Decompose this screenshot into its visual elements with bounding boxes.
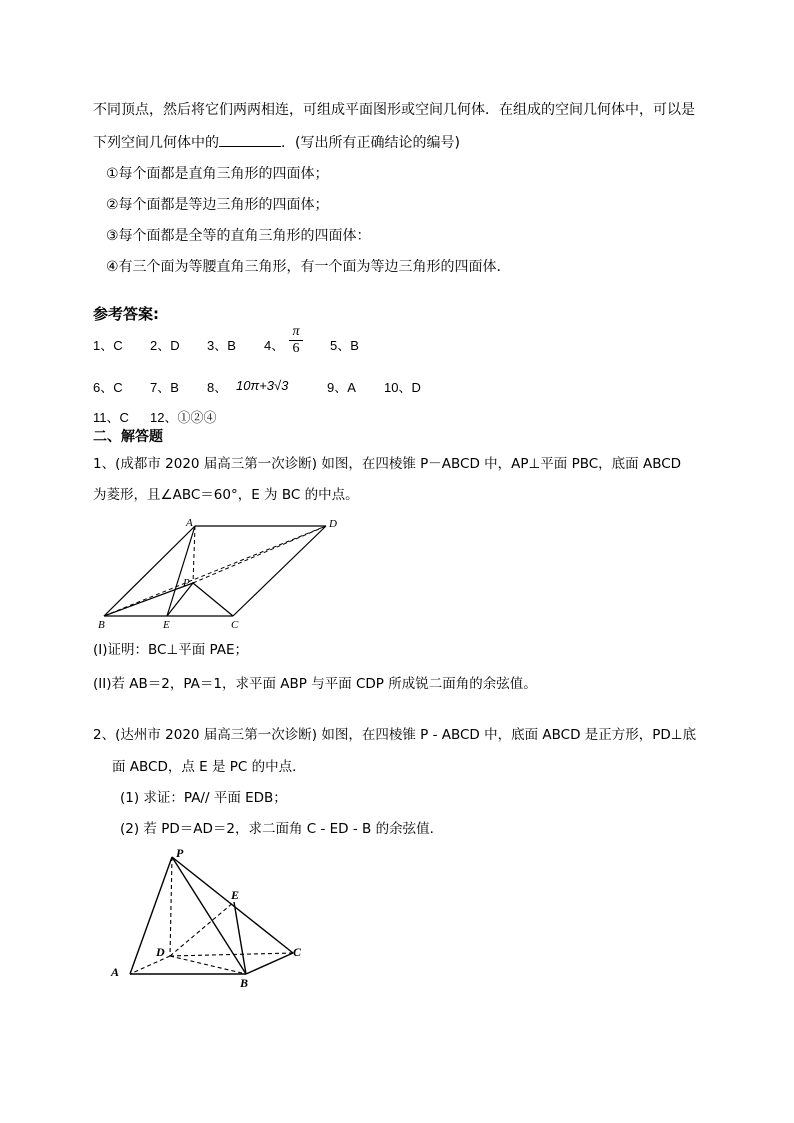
question-line-1: 不同顶点，然后将它们两两相连，可组成平面图形或空间几何体．在组成的空间几何体中，可以是 xyxy=(93,102,695,118)
answer-10: 10、D xyxy=(384,380,421,395)
option-3: ③每个面都是全等的直角三角形的四面体： xyxy=(106,228,371,244)
edge-PD xyxy=(170,857,172,956)
answer-1: 1、C xyxy=(93,338,123,353)
problem-2-line-1: 2、(达州市 2020 届高三第一次诊断) 如图，在四棱锥 P - ABCD 中，底面 ABCD 是正方形，PD⊥底 xyxy=(93,727,697,743)
answer-7: 7、B xyxy=(150,380,179,395)
problem-2-part-2: (2) 若 PD＝AD＝2，求二面角 C - ED - B 的余弦值． xyxy=(120,821,444,837)
edge-PA xyxy=(130,857,172,974)
label-E: E xyxy=(163,619,170,630)
option-1: ①每个面都是直角三角形的四面体； xyxy=(106,166,329,182)
answer-2: 2、D xyxy=(150,338,180,353)
label-A2: A xyxy=(111,965,120,979)
problem-1-figure xyxy=(90,510,350,630)
edge-PB xyxy=(172,857,246,974)
answer-blank xyxy=(219,132,281,147)
label-B: B xyxy=(98,619,105,630)
label-C2: C xyxy=(293,945,302,959)
edge-DC xyxy=(233,526,326,616)
answer-9: 9、A xyxy=(327,380,356,395)
question-line-2 xyxy=(93,132,460,153)
answer-8-label: 8、 xyxy=(207,380,228,395)
edge-BD xyxy=(104,526,326,616)
problem-2-line-2: 面 ABCD，点 E 是 PC 的中点． xyxy=(112,759,306,775)
option-4: ④有三个面为等腰直角三角形，有一个面为等边三角形的四面体． xyxy=(106,259,511,275)
problem-2-figure xyxy=(108,843,318,993)
label-D: D xyxy=(329,518,337,530)
answer-4-label: 4、 xyxy=(264,338,285,353)
edge-PC xyxy=(172,857,293,953)
answers-heading: 参考答案: xyxy=(93,305,159,323)
answer-4-fraction xyxy=(287,324,305,357)
pyramid-dashed-edges xyxy=(104,526,326,616)
problem-1-line-1: 1、(成都市 2020 届高三第一次诊断) 如图，在四棱锥 P－ABCD 中，AP⊥平面 PBC，底面 ABCD xyxy=(93,456,682,472)
edge-DE xyxy=(170,902,234,956)
question-line-2-prefix: 下列空间几何体中的 xyxy=(93,135,219,151)
edge-BC xyxy=(246,953,293,974)
edge-AP xyxy=(193,526,195,583)
label-E2: E xyxy=(231,888,240,902)
answer-3: 3、B xyxy=(207,338,236,353)
pyramid-2-dashed-edges xyxy=(130,857,293,974)
option-2: ②每个面都是等边三角形的四面体； xyxy=(106,197,329,213)
section-heading: 二、解答题 xyxy=(93,429,163,445)
label-D2: D xyxy=(156,945,165,959)
label-C: C xyxy=(231,619,239,630)
problem-1-part-1: (I)证明：BC⊥平面 PAE； xyxy=(93,642,249,658)
label-B2: B xyxy=(240,976,249,990)
answer-6: 6、C xyxy=(93,380,123,395)
problem-2-part-1: (1) 求证：PA// 平面 EDB； xyxy=(120,790,287,806)
answer-11: 11、C xyxy=(93,410,129,425)
answer-8-expression: 10π+3√3 xyxy=(236,378,289,393)
edge-PC xyxy=(193,583,233,616)
label-P: P xyxy=(183,577,190,589)
edge-EB xyxy=(234,902,246,974)
edge-DB xyxy=(170,956,246,974)
question-line-2-suffix: ．(写出所有正确结论的编号) xyxy=(281,135,460,151)
pyramid-2-solid-edges xyxy=(130,857,293,974)
problem-1-line-2: 为菱形，且∠ABC＝60°，E 为 BC 的中点。 xyxy=(93,487,359,503)
label-A: A xyxy=(186,517,193,529)
problem-1-part-2: (II)若 AB＝2，PA＝1，求平面 ABP 与平面 CDP 所成锐二面角的余弦值。 xyxy=(93,676,537,692)
edge-DC xyxy=(170,953,293,956)
fraction-numerator: π xyxy=(292,324,300,339)
label-P2: P xyxy=(176,846,184,860)
fraction-denominator: 6 xyxy=(292,341,300,356)
answer-12: 12、①②④ xyxy=(150,410,217,425)
answer-5: 5、B xyxy=(330,338,359,353)
